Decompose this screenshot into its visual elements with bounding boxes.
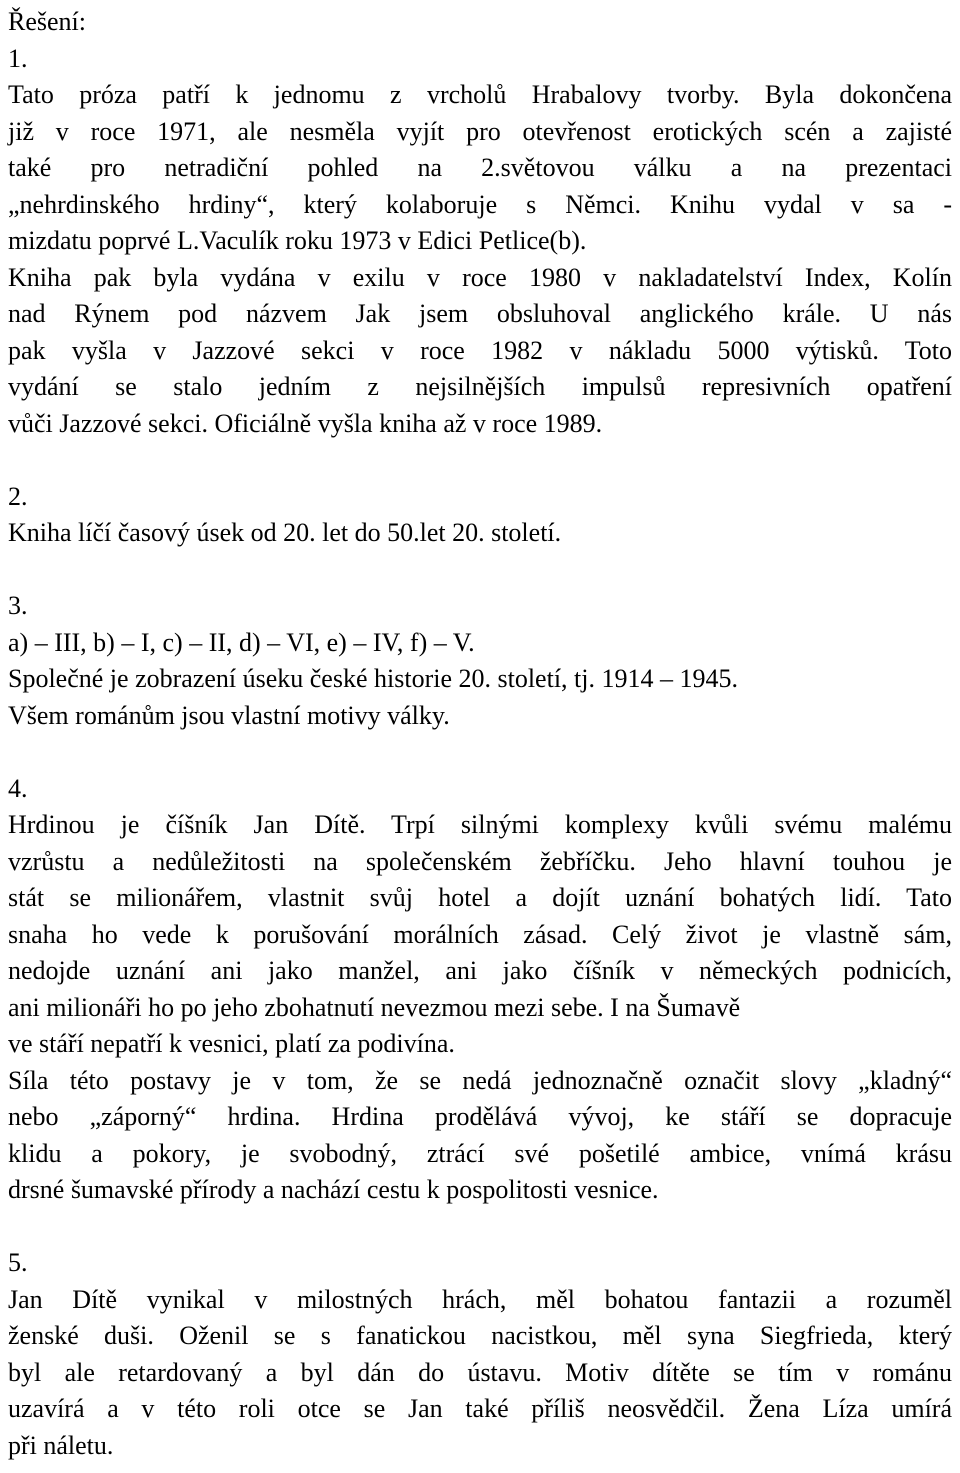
paragraph — [8, 1282, 952, 1465]
text-line: ženské duši. Oženil se s fanatickou nacistkou, měl syna Siegfrieda, který — [8, 1321, 952, 1350]
section-number: 2. — [8, 481, 28, 511]
answer-section-1 — [8, 41, 952, 443]
text-line: Kniha pak byla vydána v exilu v roce 1980 v nakladatelství Index, Kolín — [8, 262, 952, 292]
paragraph — [8, 77, 952, 442]
paragraph — [8, 1063, 952, 1209]
section-spacer — [8, 552, 952, 589]
text-line: mizdatu poprvé L.Vaculík roku 1973 v Edici Petlice(b). — [8, 226, 587, 255]
text-line: Síla této postavy je v tom, že se nedá jednoznačně označit slovy „kladný“ — [8, 1065, 952, 1095]
answer-section-5 — [8, 1209, 952, 1465]
text-line: již v roce 1971, ale nesměla vyjít pro otevřenost erotických scén a zajisté — [8, 116, 952, 146]
paragraph — [8, 515, 952, 552]
text-line: Kniha líčí časový úsek od 20. let do 50.let 20. století. — [8, 518, 562, 547]
text-line: Všem románům jsou vlastní motivy války. — [8, 700, 450, 730]
section-spacer — [8, 442, 952, 479]
section-number: 4. — [8, 773, 28, 803]
text-line: vydání se stalo jedním z nejsilnějších impulsů represivních opatření — [8, 372, 952, 401]
paragraph — [8, 625, 952, 735]
text-line: byl ale retardovaný a byl dán do ústavu. Motiv dítěte se tím v románu — [8, 1357, 952, 1387]
text-line: Jan Dítě vynikal v milostných hrách, měl bohatou fantazii a rozuměl — [8, 1284, 952, 1314]
text-line: snaha ho vede k porušování morálních zásad. Celý život je vlastně sám, — [8, 919, 952, 949]
answer-section-3 — [8, 552, 952, 735]
text-line: také pro netradiční pohled na 2.světovou válku a na prezentaci — [8, 153, 952, 182]
text-line: vůči Jazzové sekci. Oficiálně vyšla kniha až v roce 1989. — [8, 408, 603, 438]
text-line: „nehrdinského hrdiny“, který kolaboruje s Němci. Knihu vydal v sa - — [8, 189, 952, 219]
text-line: a) – III, b) – I, c) – II, d) – VI, e) – IV, f) – V. — [8, 627, 475, 657]
answer-sections — [8, 41, 952, 1465]
text-line: Hrdinou je číšník Jan Dítě. Trpí silnými komplexy kvůli svému malému — [8, 810, 952, 839]
text-line: ani milionáři ho po jeho zbohatnutí nevezmou mezi sebe. I na Šumavě — [8, 992, 741, 1022]
text-line: klidu a pokory, je svobodný, ztrácí své pošetilé ambice, vnímá krásu — [8, 1138, 952, 1168]
section-spacer — [8, 1209, 952, 1246]
text-line: Společné je zobrazení úseku české historie 20. století, tj. 1914 – 1945. — [8, 664, 738, 693]
section-spacer — [8, 734, 952, 771]
text-line: nad Rýnem pod názvem Jak jsem obsluhoval anglického krále. U nás — [8, 299, 952, 328]
answer-section-2 — [8, 442, 952, 552]
section-number: 5. — [8, 1248, 28, 1277]
document-page — [8, 4, 952, 1464]
text-line: stát se milionářem, vlastnit svůj hotel a dojít uznání bohatých lidí. Tato — [8, 883, 952, 912]
text-line: vzrůstu a nedůležitosti na společenském žebříčku. Jeho hlavní touhou je — [8, 846, 952, 876]
text-line: drsné šumavské přírody a nachází cestu k pospolitosti vesnice. — [8, 1175, 659, 1204]
section-number: 3. — [8, 591, 28, 620]
text-line: Tato próza patří k jednomu z vrcholů Hrabalovy tvorby. Byla dokončena — [8, 80, 952, 109]
text-line: nebo „záporný“ hrdina. Hrdina prodělává vývoj, ke stáří se dopracuje — [8, 1102, 952, 1131]
text-line: při náletu. — [8, 1430, 114, 1460]
text-line: nedojde uznání ani jako manžel, ani jako číšník v německých podnicích, — [8, 956, 952, 985]
answer-section-4 — [8, 734, 952, 1209]
text-line: ve stáří nepatří k vesnici, platí za podivína. — [8, 1029, 455, 1058]
paragraph — [8, 807, 952, 1063]
section-number: 1. — [8, 43, 28, 73]
text-line: pak vyšla v Jazzové sekci v roce 1982 v nákladu 5000 výtisků. Toto — [8, 335, 952, 365]
text-line: uzavírá a v této roli otce se Jan také příliš neosvědčil. Žena Líza umírá — [8, 1394, 952, 1423]
solution-heading: Řešení: — [8, 7, 86, 36]
